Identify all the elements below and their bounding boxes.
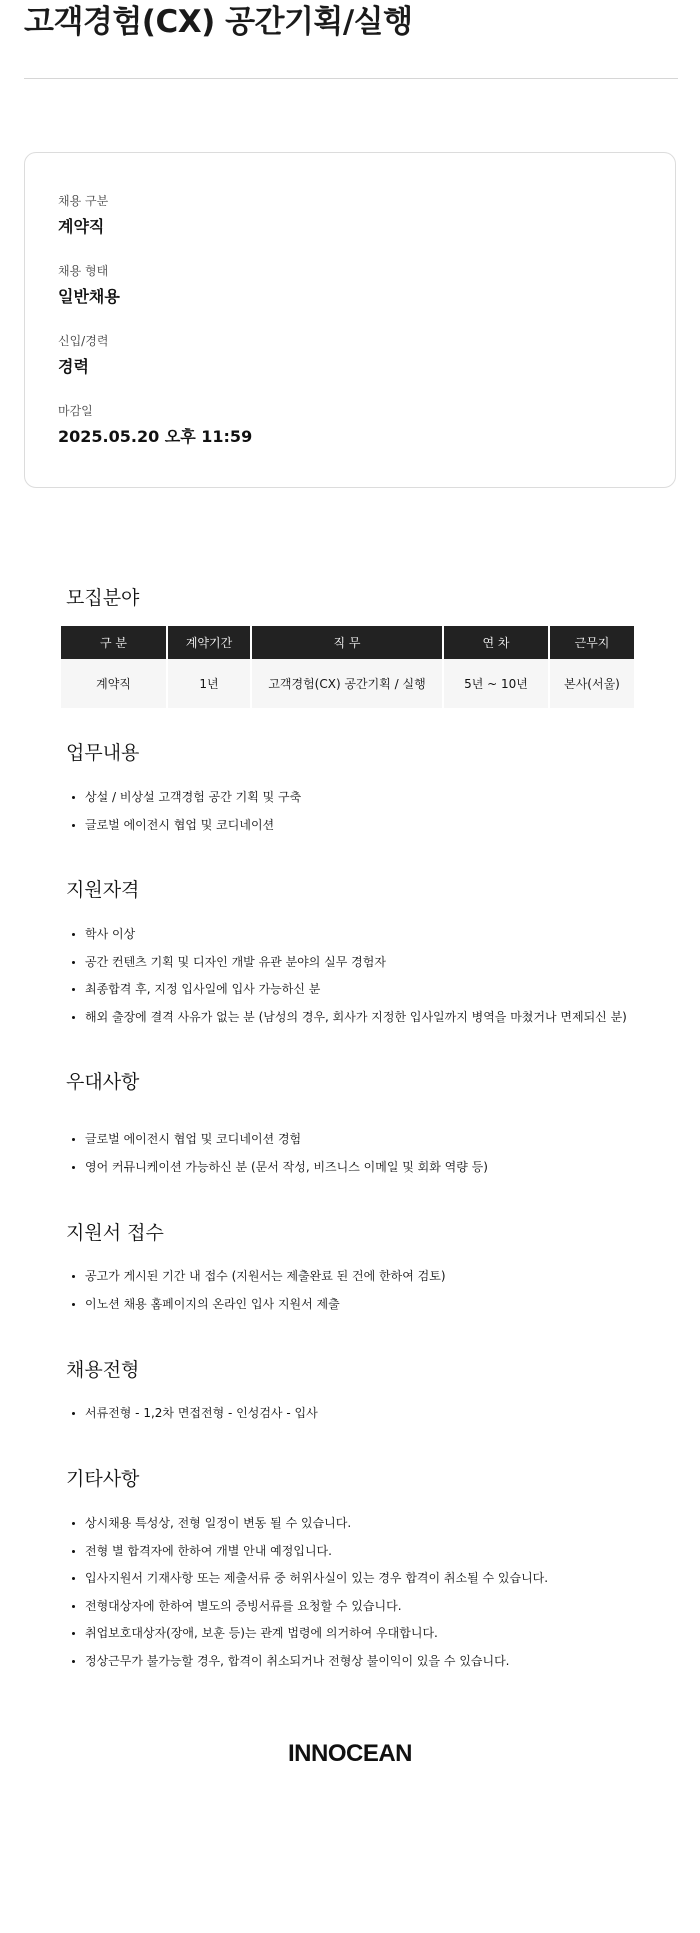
qualifications-list bbox=[72, 926, 627, 1036]
innocean-logo: INNOCEAN bbox=[287, 1740, 412, 1767]
summary-label: 채용 구분 bbox=[58, 194, 109, 208]
summary-value: 경력 bbox=[58, 357, 89, 376]
summary-employment-type bbox=[58, 263, 120, 308]
list-item: 글로벌 에이전시 협업 및 코디네이션 경험 bbox=[72, 1131, 488, 1159]
list-item: 글로벌 에이전시 협업 및 코디네이션 bbox=[72, 817, 301, 845]
section-heading-qualifications: 지원자격 bbox=[66, 879, 140, 901]
list-item: 입사지원서 기재사항 또는 제출서류 중 허위사실이 있는 경우 합격이 취소될 수 있습니다. bbox=[72, 1570, 548, 1598]
etc-list bbox=[72, 1515, 548, 1680]
job-summary-card bbox=[24, 152, 676, 488]
table-header-row bbox=[61, 626, 634, 659]
application-list bbox=[72, 1268, 446, 1323]
list-item: 이노션 채용 홈페이지의 온라인 입사 지원서 제출 bbox=[72, 1296, 446, 1324]
table-header-cell: 근무지 bbox=[550, 626, 634, 659]
page-title: 고객경험(CX) 공간기획/실행 bbox=[24, 4, 413, 40]
table-header-cell: 직 무 bbox=[252, 626, 444, 659]
section-heading-application: 지원서 접수 bbox=[66, 1222, 164, 1244]
table-cell: 계약직 bbox=[61, 659, 168, 708]
summary-label: 신입/경력 bbox=[58, 334, 109, 348]
table-header-cell: 구 분 bbox=[61, 626, 168, 659]
section-heading-etc: 기타사항 bbox=[66, 1468, 140, 1490]
summary-label: 마감일 bbox=[58, 404, 93, 418]
section-heading-duties: 업무내용 bbox=[66, 742, 140, 764]
list-item: 영어 커뮤니케이션 가능하신 분 (문서 작성, 비즈니스 이메일 및 회화 역량 등) bbox=[72, 1159, 488, 1187]
list-item: 최종합격 후, 지정 입사일에 입사 가능하신 분 bbox=[72, 981, 627, 1009]
section-heading-preferred: 우대사항 bbox=[66, 1071, 140, 1093]
summary-employment-category bbox=[58, 193, 108, 238]
list-item: 전형대상자에 한하여 별도의 증빙서류를 요청할 수 있습니다. bbox=[72, 1598, 548, 1626]
section-heading-recruit-field: 모집분야 bbox=[66, 587, 140, 609]
table-header-cell: 계약기간 bbox=[168, 626, 252, 659]
table-header-cell: 연 차 bbox=[444, 626, 550, 659]
process-list bbox=[72, 1405, 318, 1433]
summary-experience-level bbox=[58, 333, 108, 378]
preferred-list bbox=[72, 1131, 488, 1186]
recruit-field-table bbox=[61, 626, 634, 708]
list-item: 공고가 게시된 기간 내 접수 (지원서는 제출완료 된 건에 한하여 검토) bbox=[72, 1268, 446, 1296]
table-cell: 본사(서울) bbox=[550, 659, 634, 708]
duties-list bbox=[72, 789, 301, 844]
list-item: 상시채용 특성상, 전형 일정이 변동 될 수 있습니다. bbox=[72, 1515, 548, 1543]
list-item: 정상근무가 불가능할 경우, 합격이 취소되거나 전형상 불이익이 있을 수 있습니다. bbox=[72, 1653, 548, 1681]
table-row bbox=[61, 659, 634, 708]
list-item: 서류전형 - 1,2차 면접전형 - 인성검사 - 입사 bbox=[72, 1405, 318, 1433]
list-item: 취업보호대상자(장애, 보훈 등)는 관계 법령에 의거하여 우대합니다. bbox=[72, 1625, 548, 1653]
section-heading-process: 채용전형 bbox=[66, 1359, 140, 1381]
list-item: 공간 컨텐츠 기획 및 디자인 개발 유관 분야의 실무 경험자 bbox=[72, 954, 627, 982]
table-cell: 고객경험(CX) 공간기획 / 실행 bbox=[252, 659, 444, 708]
list-item: 학사 이상 bbox=[72, 926, 627, 954]
list-item: 해외 출장에 결격 사유가 없는 분 (남성의 경우, 회사가 지정한 입사일까지 병역을 마쳤거나 면제되신 분) bbox=[72, 1009, 627, 1037]
summary-value: 계약직 bbox=[58, 217, 105, 236]
list-item: 상설 / 비상설 고객경험 공간 기획 및 구축 bbox=[72, 789, 301, 817]
list-item: 전형 별 합격자에 한하여 개별 안내 예정입니다. bbox=[72, 1543, 548, 1571]
table-cell: 5년 ~ 10년 bbox=[444, 659, 550, 708]
summary-value: 2025.05.20 오후 11:59 bbox=[58, 427, 253, 446]
title-divider bbox=[24, 78, 678, 79]
summary-deadline bbox=[58, 403, 252, 448]
summary-label: 채용 형태 bbox=[58, 264, 109, 278]
table-cell: 1년 bbox=[168, 659, 252, 708]
summary-value: 일반채용 bbox=[58, 287, 120, 306]
